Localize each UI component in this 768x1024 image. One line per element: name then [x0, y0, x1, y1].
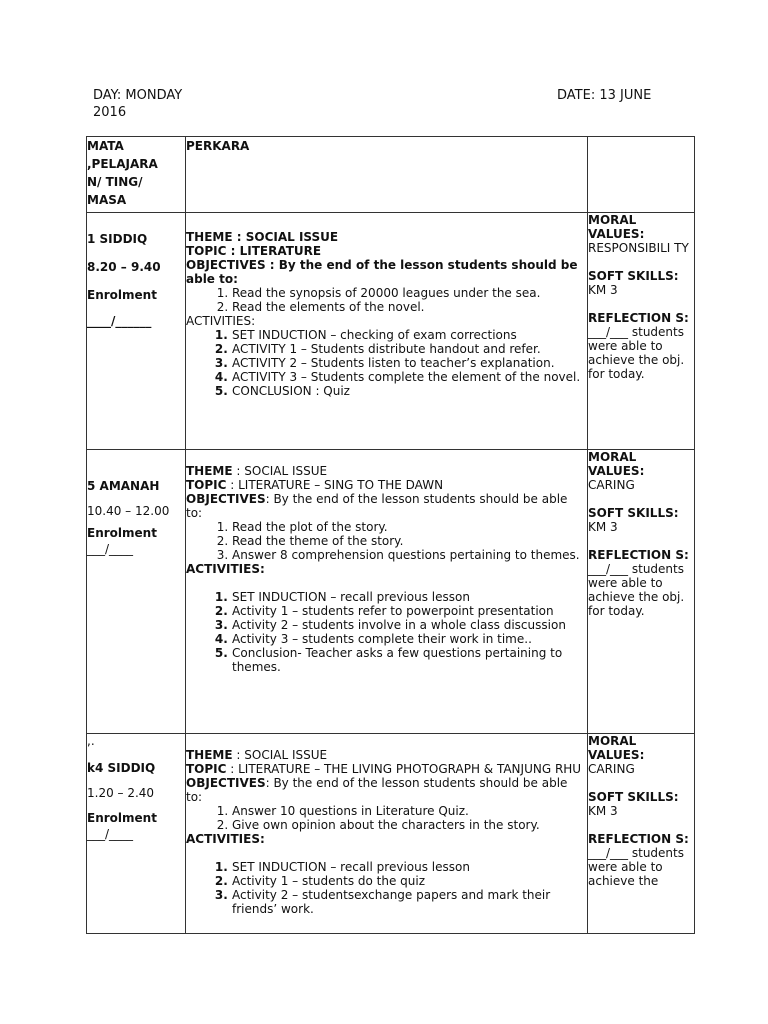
soft-skills-value: KM 3: [588, 283, 618, 297]
reflections-text: ___/___ students were able to achieve the obj. for today.: [588, 325, 685, 381]
objective-list: [186, 804, 587, 832]
enrolment-blank: ____/______: [87, 314, 152, 328]
list-item: 3. ACTIVITY 2 – Students listen to teacher’s explanation.: [232, 356, 587, 370]
list-item: 2. Read the theme of the story.: [232, 534, 587, 548]
theme-label: THEME: [186, 464, 233, 478]
list-item: 2. Read the elements of the novel.: [232, 300, 587, 314]
list-item: 5. Conclusion- Teacher asks a few questions pertaining to themes.: [232, 646, 587, 674]
table-row: [87, 213, 695, 450]
values-cell: [588, 450, 695, 734]
lesson-content-cell: [186, 213, 588, 450]
table-header-row: [87, 137, 695, 213]
objectives-value: : By the end of the lesson students should be able to:: [186, 492, 568, 520]
class-time: 1.20 – 2.40: [87, 786, 155, 800]
soft-skills-value: KM 3: [588, 520, 618, 534]
list-item: 1. Answer 10 questions in Literature Quiz.: [232, 804, 587, 818]
enrolment-label: Enrolment: [87, 811, 157, 825]
reflections-text: ___/___ students were able to achieve the obj. for today.: [588, 562, 685, 618]
activity-list: [186, 860, 587, 916]
objective-list: [186, 286, 587, 314]
objectives-text: [186, 776, 587, 804]
header-day: [93, 87, 293, 121]
class-info-cell: [87, 213, 186, 450]
values-cell: [588, 734, 695, 934]
moral-values-label: MORAL VALUES:: [588, 450, 645, 478]
year-text: 2016: [93, 105, 127, 120]
theme-value: : SOCIAL ISSUE: [232, 748, 328, 762]
header-perkara: PERKARA: [186, 139, 250, 153]
list-item: 2. Activity 1 – students do the quiz: [232, 874, 587, 888]
moral-values-value: RESPONSIBILI TY: [588, 241, 689, 255]
list-item: 4. Activity 3 – students complete their work in time..: [232, 632, 587, 646]
class-time: 10.40 – 12.00: [87, 504, 170, 518]
theme-label: THEME: [186, 748, 233, 762]
enrolment-label: Enrolment: [87, 526, 157, 540]
objectives-text: OBJECTIVES : By the end of the lesson students should be able to:: [186, 258, 578, 286]
activities-label: ACTIVITIES:: [186, 562, 265, 576]
header-subject-line: ,PELAJARA: [87, 157, 158, 171]
activity-list: [186, 328, 587, 398]
moral-values-label: MORAL VALUES:: [588, 213, 645, 241]
theme-text: [186, 748, 587, 762]
class-name: 5 AMANAH: [87, 479, 160, 493]
header-subject-line: MATA: [87, 139, 124, 153]
activities-label: ACTIVITIES:: [186, 832, 265, 846]
values-cell: [588, 213, 695, 450]
reflections-text: ___/___ students were able to achieve the: [588, 846, 684, 888]
soft-skills-label: SOFT SKILLS:: [588, 269, 679, 283]
list-item: 2. Activity 1 – students refer to powerpoint presentation: [232, 604, 587, 618]
moral-values-value: CARING: [588, 762, 635, 776]
topic-text: TOPIC : LITERATURE: [186, 244, 322, 258]
list-item: 4. ACTIVITY 3 – Students complete the element of the novel.: [232, 370, 587, 384]
class-time: 8.20 – 9.40: [87, 260, 161, 274]
activity-list: [186, 590, 587, 674]
activities-label: ACTIVITIES:: [186, 314, 256, 328]
objectives-value: : By the end of the lesson students should be able to:: [186, 776, 568, 804]
list-item: 3. Activity 2 – students involve in a whole class discussion: [232, 618, 587, 632]
reflections-label: REFLECTION S:: [588, 832, 689, 846]
header-subject-cell: [87, 137, 186, 213]
class-name: 1 SIDDIQ: [87, 232, 148, 246]
topic-label: TOPIC: [186, 478, 227, 492]
lesson-plan-table: [86, 136, 695, 934]
header-date: DATE: 13 JUNE: [557, 88, 652, 103]
objectives-label: OBJECTIVES: [186, 492, 266, 506]
class-info-cell: [87, 734, 186, 934]
reflections-label: REFLECTION S:: [588, 311, 689, 325]
list-item: 2. ACTIVITY 1 – Students distribute handout and refer.: [232, 342, 587, 356]
header-subject-line: N/ TING/: [87, 175, 143, 189]
header-perkara-cell: [186, 137, 588, 213]
objectives-label: OBJECTIVES: [186, 776, 266, 790]
topic-label: TOPIC: [186, 762, 227, 776]
topic-value: : LITERATURE – THE LIVING PHOTOGRAPH & TANJUNG RHU: [226, 762, 582, 776]
class-name: k4 SIDDIQ: [87, 761, 156, 775]
soft-skills-label: SOFT SKILLS:: [588, 506, 679, 520]
day-text: DAY: MONDAY: [93, 88, 183, 103]
row-prefix-mark: ,.: [87, 734, 95, 748]
table-row: [87, 450, 695, 734]
objective-list: [186, 520, 587, 562]
soft-skills-value: KM 3: [588, 804, 618, 818]
list-item: 5. CONCLUSION : Quiz: [232, 384, 587, 398]
enrolment-label: Enrolment: [87, 288, 157, 302]
theme-text: THEME : SOCIAL ISSUE: [186, 230, 339, 244]
theme-value: : SOCIAL ISSUE: [232, 464, 328, 478]
reflections-label: REFLECTION S:: [588, 548, 689, 562]
moral-values-label: MORAL VALUES:: [588, 734, 645, 762]
list-item: 1. SET INDUCTION – checking of exam corrections: [232, 328, 587, 342]
list-item: 1. Read the synopsis of 20000 leagues under the sea.: [232, 286, 587, 300]
list-item: 1. Read the plot of the story.: [232, 520, 587, 534]
list-item: 1. SET INDUCTION – recall previous lesson: [232, 590, 587, 604]
theme-text: [186, 464, 587, 478]
moral-values-value: CARING: [588, 478, 635, 492]
enrolment-blank: ___/____: [87, 827, 134, 841]
lesson-content-cell: [186, 734, 588, 934]
topic-text: [186, 478, 587, 492]
header-subject-line: MASA: [87, 193, 127, 207]
class-info-cell: [87, 450, 186, 734]
header-empty-cell: [588, 137, 695, 213]
table-row: [87, 734, 695, 934]
enrolment-blank: ___/____: [87, 542, 134, 556]
soft-skills-label: SOFT SKILLS:: [588, 790, 679, 804]
lesson-content-cell: [186, 450, 588, 734]
list-item: 2. Give own opinion about the characters in the story.: [232, 818, 587, 832]
list-item: 1. SET INDUCTION – recall previous lesson: [232, 860, 587, 874]
objectives-text: [186, 492, 587, 520]
topic-text: [186, 762, 587, 776]
list-item: 3. Activity 2 – studentsexchange papers and mark their friends’ work.: [232, 888, 587, 916]
topic-value: : LITERATURE – SING TO THE DAWN: [226, 478, 444, 492]
list-item: 3. Answer 8 comprehension questions pertaining to themes.: [232, 548, 587, 562]
